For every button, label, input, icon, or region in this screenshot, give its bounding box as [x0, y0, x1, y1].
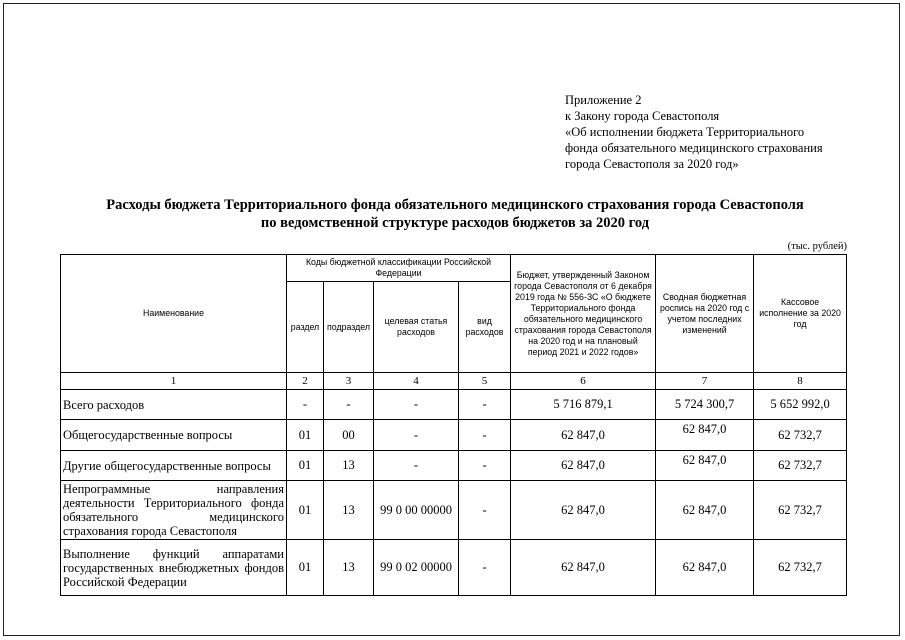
header-subsection: подраздел — [324, 282, 374, 373]
row-cash: 62 732,7 — [754, 451, 847, 481]
row-target: - — [374, 451, 459, 481]
column-number: 3 — [324, 373, 374, 390]
row-schedule: 62 847,0 — [656, 540, 754, 596]
table-row — [61, 481, 847, 540]
row-subsection: - — [324, 390, 374, 420]
row-subsection: 13 — [324, 540, 374, 596]
header-target-item: целевая статья расходов — [374, 282, 459, 373]
row-subsection: 13 — [324, 451, 374, 481]
row-section: 01 — [287, 481, 324, 540]
row-type: - — [459, 390, 511, 420]
row-section: 01 — [287, 420, 324, 451]
column-number: 6 — [511, 373, 656, 390]
row-section: - — [287, 390, 324, 420]
column-number: 2 — [287, 373, 324, 390]
row-subsection: 13 — [324, 481, 374, 540]
row-approved: 62 847,0 — [511, 540, 656, 596]
row-type: - — [459, 481, 511, 540]
appendix-line: города Севастополя за 2020 год» — [565, 157, 739, 171]
budget-table — [60, 254, 847, 596]
column-number-row — [61, 373, 847, 390]
column-number: 1 — [61, 373, 287, 390]
table-row — [61, 420, 847, 451]
table-row — [61, 390, 847, 420]
title-line-2: по ведомственной структуре расходов бюджетов за 2020 год — [260, 215, 650, 231]
header-section: раздел — [287, 282, 324, 373]
row-subsection: 00 — [324, 420, 374, 451]
row-name: Выполнение функций аппаратами государственных внебюджетных фондов Российской Федерации — [61, 540, 287, 596]
table-row — [61, 540, 847, 596]
row-target: - — [374, 420, 459, 451]
header-cash-execution: Кассовое исполнение за 2020 год — [754, 255, 847, 373]
row-schedule: 62 847,0 — [656, 481, 754, 540]
row-target: - — [374, 390, 459, 420]
title-line-1: Расходы бюджета Территориального фонда обязательного медицинского страхования города Севастополя — [106, 197, 804, 213]
row-type: - — [459, 420, 511, 451]
table-row — [61, 451, 847, 481]
appendix-block — [565, 92, 823, 172]
row-cash: 62 732,7 — [754, 481, 847, 540]
row-type: - — [459, 451, 511, 481]
column-number: 4 — [374, 373, 459, 390]
column-number: 5 — [459, 373, 511, 390]
row-approved: 62 847,0 — [511, 481, 656, 540]
unit-label: (тыс. рублей) — [787, 241, 847, 252]
appendix-line: «Об исполнении бюджета Территориального — [565, 125, 805, 139]
header-expense-type: вид расходов — [459, 282, 511, 373]
header-summary-schedule: Сводная бюджетная роспись на 2020 год с учетом последних изменений — [656, 255, 754, 373]
appendix-line: к Закону города Севастополя — [565, 109, 720, 123]
row-name: Другие общегосударственные вопросы — [61, 451, 287, 481]
header-name: Наименование — [61, 255, 287, 373]
row-target: 99 0 00 00000 — [374, 481, 459, 540]
row-cash: 62 732,7 — [754, 540, 847, 596]
row-section: 01 — [287, 540, 324, 596]
row-name: Общегосударственные вопросы — [61, 420, 287, 451]
row-section: 01 — [287, 451, 324, 481]
row-schedule: 62 847,0 — [656, 451, 754, 481]
header-approved-budget: Бюджет, утвержденный Законом города Севастополя от 6 декабря 2019 года № 556-ЗС «О бюджете Территориального фонда обязательного медицинского страхования города Севастополя на 2020 год и на плановый период 2021 и 2022 годов» — [511, 255, 656, 373]
row-name: Непрограммные направления деятельности Территориального фонда обязательного медицинского страхования города Севастополя — [61, 481, 287, 540]
row-cash: 62 732,7 — [754, 420, 847, 451]
row-schedule: 62 847,0 — [656, 420, 754, 451]
document-title — [60, 196, 850, 232]
row-approved: 62 847,0 — [511, 451, 656, 481]
row-approved: 5 716 879,1 — [511, 390, 656, 420]
column-number: 8 — [754, 373, 847, 390]
row-name: Всего расходов — [61, 390, 287, 420]
row-target: 99 0 02 00000 — [374, 540, 459, 596]
row-type: - — [459, 540, 511, 596]
row-cash: 5 652 992,0 — [754, 390, 847, 420]
appendix-line: фонда обязательного медицинского страхования — [565, 141, 823, 155]
row-schedule: 5 724 300,7 — [656, 390, 754, 420]
header-row-1 — [61, 255, 847, 282]
column-number: 7 — [656, 373, 754, 390]
header-codes-group: Коды бюджетной классификации Российской Федерации — [287, 255, 511, 282]
appendix-line: Приложение 2 — [565, 93, 642, 107]
row-approved: 62 847,0 — [511, 420, 656, 451]
